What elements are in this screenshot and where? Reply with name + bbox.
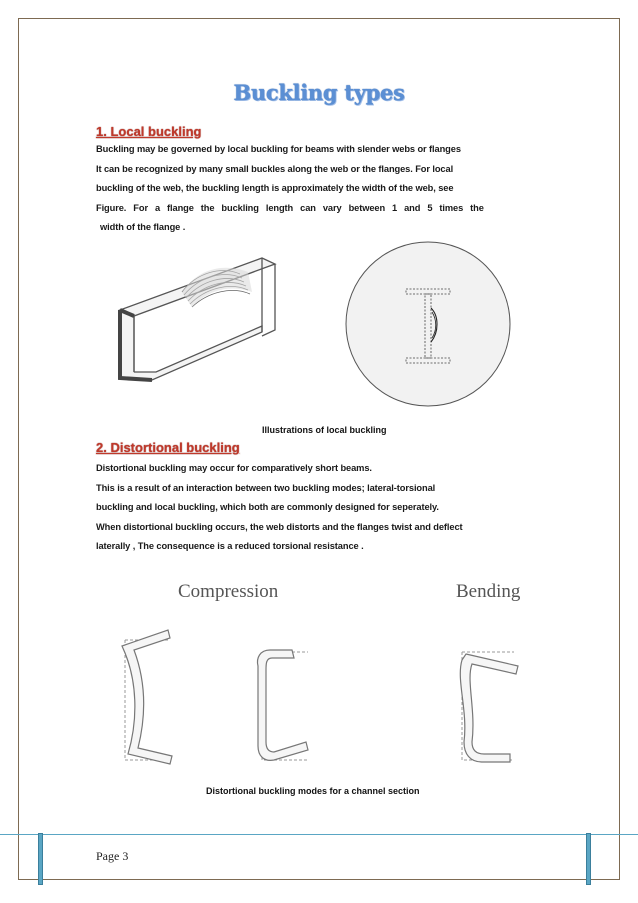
paragraph-line-justified xyxy=(96,199,484,219)
word: vary xyxy=(322,202,342,213)
channel-bending-mode xyxy=(460,652,518,762)
footer-rule xyxy=(0,834,638,835)
paragraph-line: It can be recognized by many small buckles along the web or the flanges. For local xyxy=(96,163,454,174)
word: times xyxy=(439,202,464,213)
bending-label: Bending xyxy=(456,581,521,602)
paragraph-line: Buckling may be governed by local buckling for beams with slender webs or flanges xyxy=(96,144,461,154)
paragraph-line: laterally , The consequence is a reduced torsional resistance . xyxy=(96,541,364,552)
word: Figure. xyxy=(96,202,127,213)
channel-compression-mode-2 xyxy=(258,650,309,760)
distortional-buckling-paragraph xyxy=(96,459,516,557)
word: a xyxy=(154,202,161,213)
word: the xyxy=(200,202,215,213)
word: and xyxy=(404,202,421,213)
word: length xyxy=(265,202,294,213)
buckle-shading xyxy=(182,268,252,307)
word: 1 xyxy=(392,202,398,213)
word: the xyxy=(470,202,484,213)
word: flange xyxy=(167,202,194,213)
word: 5 xyxy=(427,202,433,213)
word: For xyxy=(133,202,148,213)
channel-beam-local-buckling-illustration xyxy=(112,252,292,382)
footer-bar-left xyxy=(38,833,43,885)
paragraph-line: buckling of the web, the buckling length is approximately the width of the web, see xyxy=(96,183,454,194)
figure-caption-local-buckling: Illustrations of local buckling xyxy=(262,425,387,435)
section-heading-distortional-buckling: 2. Distortional buckling xyxy=(96,440,240,455)
section-heading-local-buckling: 1. Local buckling xyxy=(96,124,202,139)
word: between xyxy=(348,202,386,213)
figure-caption-distortional-buckling: Distortional buckling modes for a channel section xyxy=(206,786,420,796)
page-number: Page 3 xyxy=(96,849,129,863)
local-buckling-paragraph xyxy=(96,140,496,238)
page-title: Buckling types xyxy=(233,80,405,105)
word: can xyxy=(300,202,316,213)
channel-compression-mode-1 xyxy=(122,630,172,764)
paragraph-line: width of the flange . xyxy=(100,222,186,233)
paragraph-line: When distortional buckling occurs, the web distorts and the flanges twist and deflect xyxy=(96,521,463,532)
word: buckling xyxy=(221,202,259,213)
compression-label: Compression xyxy=(178,581,279,602)
distortional-buckling-figure xyxy=(110,570,530,785)
paragraph-line: buckling and local buckling, which both are commonly designed for seperately. xyxy=(96,502,439,513)
footer-bar-right xyxy=(586,833,591,885)
paragraph-line: This is a result of an interaction between two buckling modes; lateral-torsional xyxy=(96,482,436,493)
paragraph-line: Distortional buckling may occur for comparatively short beams. xyxy=(96,463,372,473)
i-section-circle-illustration xyxy=(344,240,514,410)
